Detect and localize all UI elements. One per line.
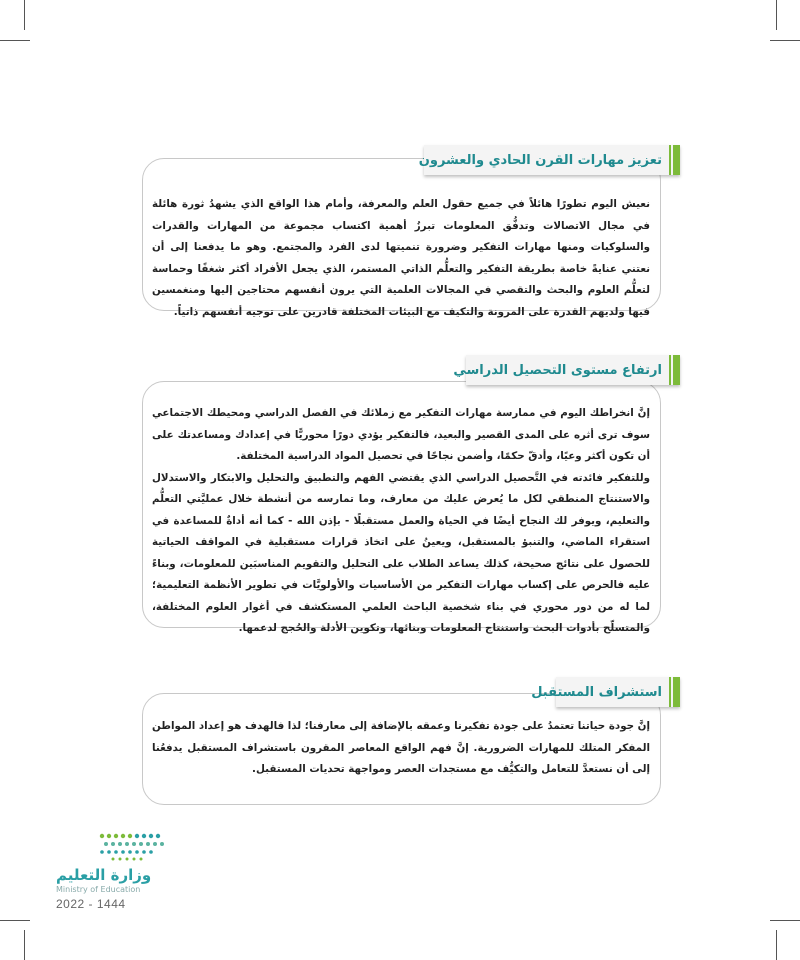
section-body xyxy=(152,716,650,781)
crop-mark xyxy=(0,920,30,921)
ministry-logo-english: Ministry of Education xyxy=(56,885,141,894)
section-title-tab xyxy=(531,677,680,707)
section-title: تعزيز مهارات القرن الحادي والعشرون xyxy=(418,152,662,168)
title-accent-bar xyxy=(669,677,671,707)
section-title: ارتفاع مستوى التحصيل الدراسي xyxy=(453,362,662,378)
ministry-logo-arabic: وزارة التعليم xyxy=(56,866,152,884)
paragraph: إنَّ انخراطك اليوم في ممارسة مهارات التفكير مع زملائك في الفصل الدراسي ومحيطك الاجتماعي سوف ترى أثره على المدى القصير والبعيد، فالتفكير يؤدي دورًا محوريًّا في إعدادك ومساعدتك على أن تكون أكثر وعيًا، وأدقّ حكمًا، وأضمن نجاحًا في تحصيل المواد الدراسية المختلفة. xyxy=(152,407,650,462)
ministry-logo-dots-icon xyxy=(96,830,166,862)
paragraph: إنَّ جودة حياتنا تعتمدُ على جودة تفكيرنا وعمقه بالإضافة إلى معارفنا؛ لذا فالهدف هو إعداد المواطن المفكر المتلك للمهارات الضرورية. إنَّ فهم الواقع المعاصر المقرون باستشراف المستقبل يدفعُنا إلى أن نستعدَّ للتعامل والتكيُّف مع مستجدات العصر ومواجهة تحديات المستقبل. xyxy=(152,720,650,775)
section-title-tab xyxy=(418,145,680,175)
crop-mark xyxy=(24,0,25,30)
paragraph: وللتفكير فائدته في التَّحصيل الدراسي الذي يقتضي الفهم والتطبيق والتحليل والابتكار والاستدلال والاستنتاج المنطقي لكل ما يُعرض عليك من معارف، وما تمارسه من أنشطة خلال عمليَّتي التعلُّم والتعليم، ويوفر لك النجاح أيضًا في الحياة والعمل مستقبلًا - بإذن الله - كما أنه أداةٌ للمساعدة في استقراء الماضي، والتنبؤ بالمستقبل، ويعينُ على اتخاذ قرارات مستقبلية في المواقف الحياتية للحصول على نتائج صحيحة، كذلك يساعد الطلاب على التحليل والتقويم المناسبَين للمعلومات، وبناءً عليه فالحرص على إكساب مهارات التفكير من الأساسيات والأولويَّات في تطوير الأنظمة التعليمية؛ لما له من دور محوري في بناء شخصية الباحث العلمي المستكشف في أغوار العلوم المختلفة، والمتسلّح بأدوات البحث واستنتاج المعلومات وبنائها، وتكوين الأدلة والحُجج لدعمها. xyxy=(152,471,650,634)
paragraph: نعيش اليوم تطورًا هائلاً في جميع حقول العلم والمعرفة، وأمام هذا الواقع الذي يشهدُ ثورة هائلة في مجال الاتصالات وتدفُّق المعلومات تبرزُ أهمية اكتساب مجموعة من المهارات والقدرات والسلوكيات ومنها مهارات التفكير وضرورة تنميتها لدى الفرد والمجتمع. وهو ما يدفعنا إلى أن نعتني عنايةً خاصة بطريقة التفكير والتعلُّم الذاتي المستمر، الذي يجعل الأفراد أكثر شغفًا وحماسة لتعلُّم العلوم والبحث والتقصي في المجالات العلمية التي يرون أنفسهم محتاجين إليها ومنغمسين فيها ولديهم القدرة على المرونة والتكيف مع البيئات المختلفة قادرين على توجيه أنفسهم ذاتياً. xyxy=(152,198,650,318)
title-accent-bar xyxy=(673,355,680,385)
edition-year: 2022 - 1444 xyxy=(56,897,126,911)
section-title: استشراف المستقبل xyxy=(531,684,662,700)
title-accent-bar xyxy=(673,677,680,707)
title-accent-bar xyxy=(669,355,671,385)
title-accent-bar xyxy=(673,145,680,175)
crop-mark xyxy=(0,40,30,41)
section-body xyxy=(152,403,650,640)
section-title-tab xyxy=(453,355,680,385)
crop-mark xyxy=(776,930,777,960)
title-accent-bar xyxy=(669,145,671,175)
crop-mark xyxy=(770,920,800,921)
crop-mark xyxy=(770,40,800,41)
crop-mark xyxy=(776,0,777,30)
section-body xyxy=(152,194,650,323)
crop-mark xyxy=(24,930,25,960)
